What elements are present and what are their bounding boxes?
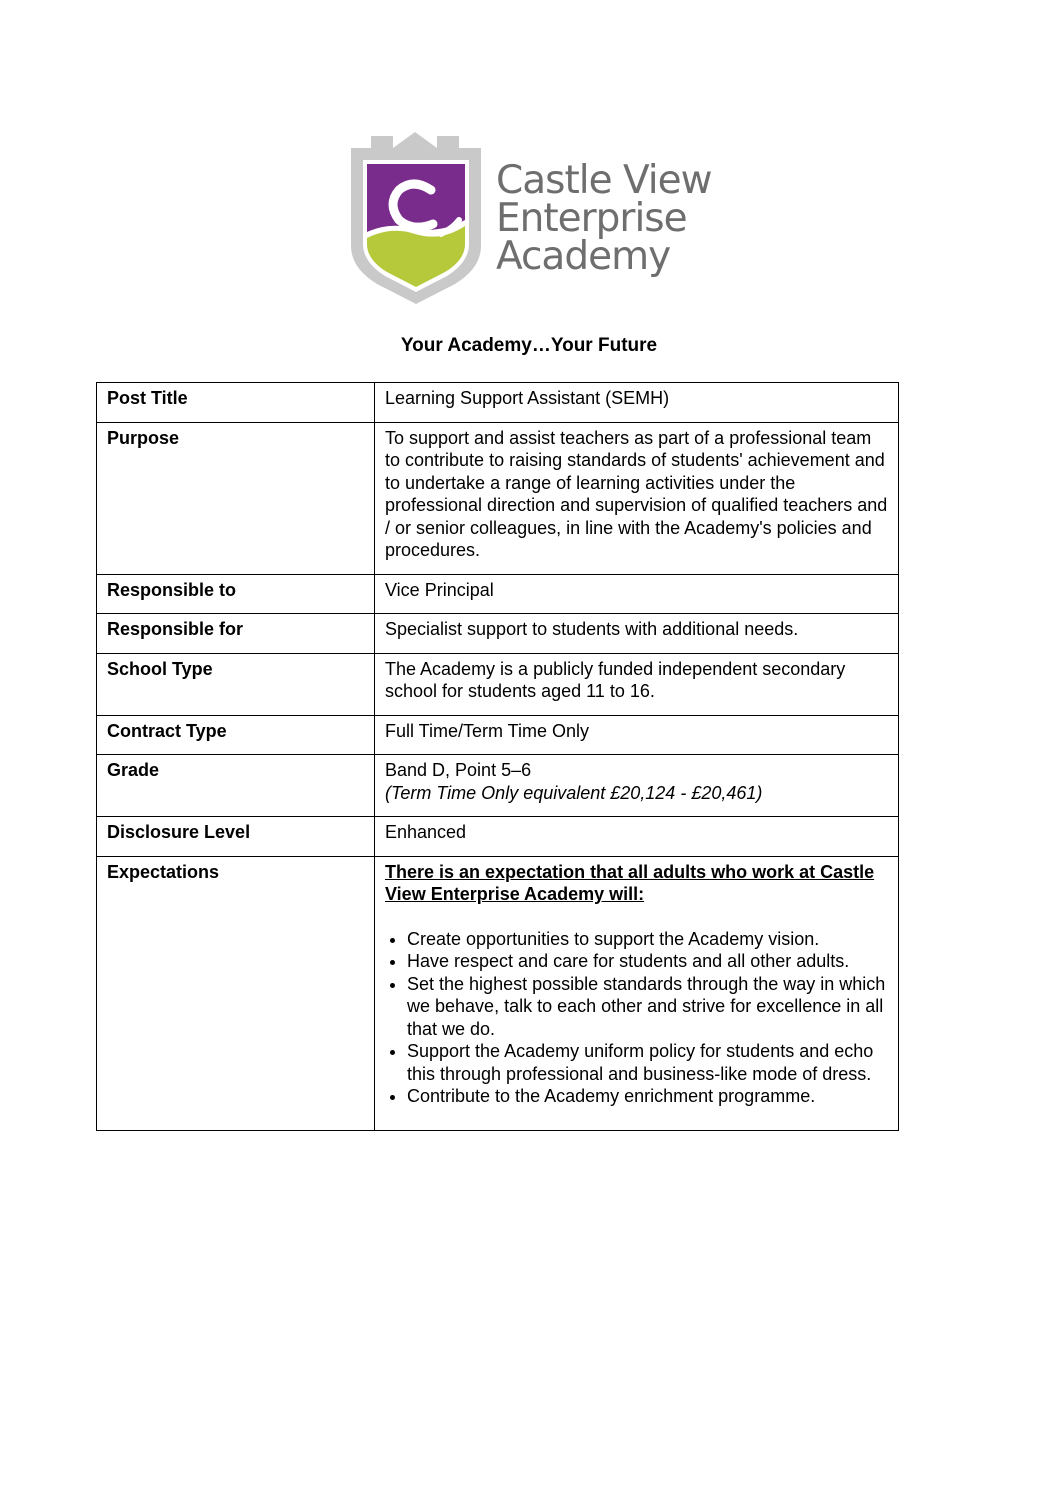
value-disclosure-level: Enhanced <box>375 817 899 857</box>
row-disclosure-level <box>97 817 899 857</box>
academy-logo <box>343 128 713 306</box>
row-responsible-to <box>97 574 899 614</box>
label-contract-type: Contract Type <box>97 715 375 755</box>
list-item: • Create opportunities to support the Academy vision. <box>407 928 888 951</box>
label-purpose: Purpose <box>97 422 375 574</box>
list-item: • Have respect and care for students and all other adults. <box>407 950 888 973</box>
row-school-type <box>97 653 899 715</box>
row-expectations <box>97 856 899 1130</box>
label-post-title: Post Title <box>97 383 375 423</box>
list-item: • Contribute to the Academy enrichment programme. <box>407 1085 888 1108</box>
label-responsible-for: Responsible for <box>97 614 375 654</box>
value-purpose: To support and assist teachers as part of a professional team to contribute to raising standards of students' achievement and to undertake a range of learning activities under the professional direction and supervision of qualified teachers and / or senior colleagues, in line with the Academy's policies and procedures. <box>375 422 899 574</box>
job-spec-table <box>96 382 899 1131</box>
grade-band: Band D, Point 5–6 <box>385 760 532 780</box>
label-disclosure-level: Disclosure Level <box>97 817 375 857</box>
value-expectations <box>375 856 899 1130</box>
logo-line-2: Enterprise <box>496 196 687 241</box>
tagline: Your Academy…Your Future <box>400 335 658 356</box>
row-contract-type <box>97 715 899 755</box>
value-responsible-to: Vice Principal <box>375 574 899 614</box>
value-responsible-for: Specialist support to students with additional needs. <box>375 614 899 654</box>
logo-line-1: Castle View <box>496 158 712 203</box>
expectations-heading: There is an expectation that all adults who work at Castle View Enterprise Academy will: <box>385 861 875 904</box>
list-item: • Support the Academy uniform policy for students and echo this through professional and business-like mode of dress. <box>407 1040 888 1085</box>
logo-wordmark <box>496 158 712 279</box>
row-responsible-for <box>97 614 899 654</box>
label-expectations: Expectations <box>97 856 375 1130</box>
grade-note: (Term Time Only equivalent £20,124 - £20,461) <box>385 782 763 803</box>
label-grade: Grade <box>97 755 375 817</box>
label-school-type: School Type <box>97 653 375 715</box>
shield-crest-icon <box>343 128 493 306</box>
row-post-title <box>97 383 899 423</box>
label-responsible-to: Responsible to <box>97 574 375 614</box>
value-contract-type: Full Time/Term Time Only <box>375 715 899 755</box>
value-post-title: Learning Support Assistant (SEMH) <box>375 383 899 423</box>
row-grade <box>97 755 899 817</box>
row-purpose <box>97 422 899 574</box>
logo-line-3: Academy <box>496 234 671 279</box>
value-grade <box>375 755 899 817</box>
list-item: • Set the highest possible standards through the way in which we behave, talk to each other and strive for excellence in all that we do. <box>407 973 888 1041</box>
value-school-type: The Academy is a publicly funded independent secondary school for students aged 11 to 16. <box>375 653 899 715</box>
expectations-list <box>385 928 888 1108</box>
